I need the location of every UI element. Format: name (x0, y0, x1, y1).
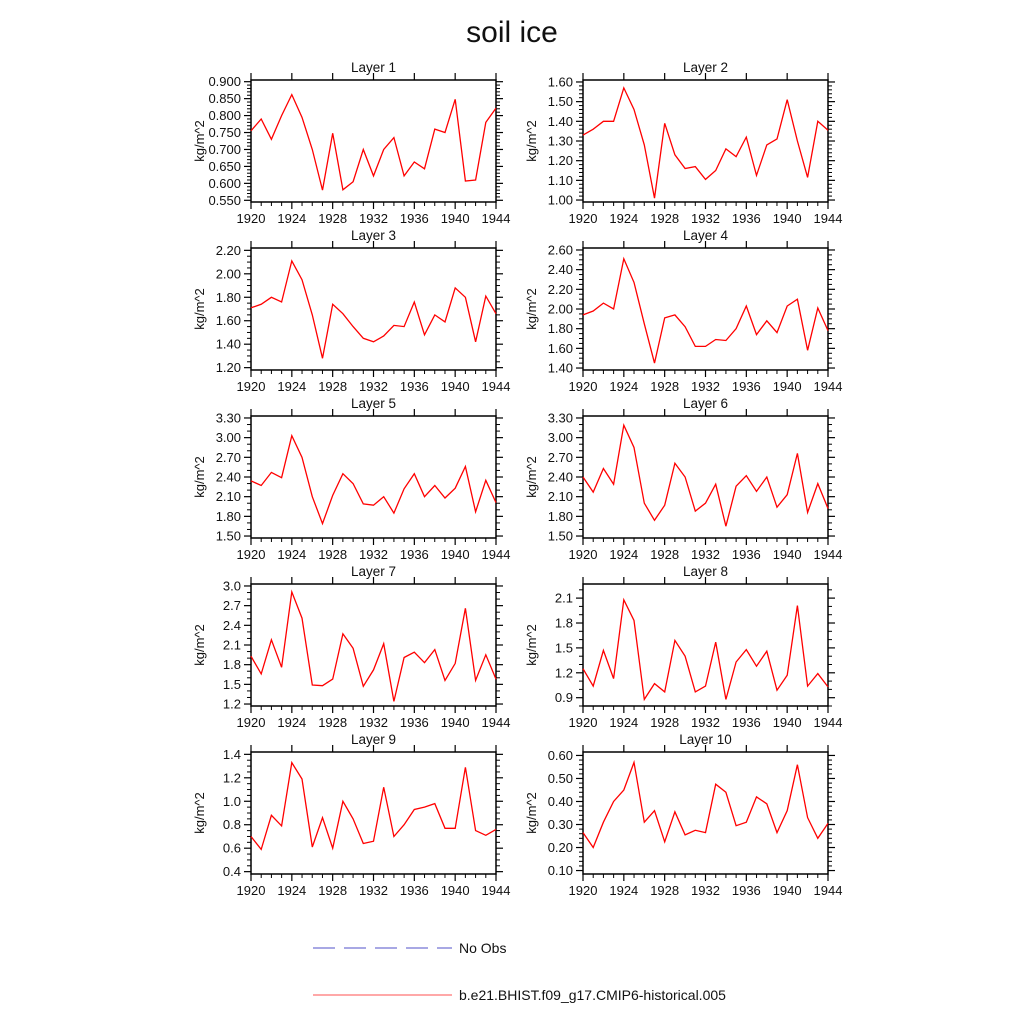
svg-text:1924: 1924 (609, 379, 639, 394)
svg-text:1.0: 1.0 (222, 793, 241, 809)
chart-panel-3 (180, 228, 518, 396)
axis-minor-ticks (247, 593, 500, 710)
svg-text:1932: 1932 (691, 211, 720, 226)
y-axis-label: kg/m^2 (192, 288, 207, 330)
svg-text:0.10: 0.10 (547, 863, 573, 879)
series-line (583, 425, 828, 526)
axis-major-ticks (244, 73, 503, 209)
legend-item-model (312, 989, 726, 1001)
svg-text:1928: 1928 (650, 715, 680, 730)
chart-svg-1 (180, 60, 518, 228)
svg-text:1.2: 1.2 (222, 770, 241, 786)
svg-text:1928: 1928 (318, 715, 348, 730)
model-solid-line-swatch (312, 989, 453, 1001)
svg-text:1944: 1944 (481, 211, 511, 226)
axis-minor-ticks (579, 425, 832, 542)
svg-text:1.10: 1.10 (547, 172, 573, 188)
svg-text:1944: 1944 (813, 379, 843, 394)
svg-text:1932: 1932 (359, 547, 388, 562)
chart-svg-2 (512, 60, 850, 228)
svg-text:1944: 1944 (813, 883, 843, 898)
chart-panel-2 (512, 60, 850, 228)
svg-text:1940: 1940 (440, 883, 470, 898)
svg-text:1932: 1932 (359, 211, 388, 226)
svg-text:3.00: 3.00 (547, 430, 573, 446)
plot-frame (251, 80, 496, 202)
svg-text:1.20: 1.20 (547, 153, 573, 169)
chart-title: Layer 8 (682, 564, 729, 579)
svg-text:0.900: 0.900 (208, 74, 241, 90)
legend-label-no-obs: No Obs (459, 940, 507, 956)
svg-text:2.1: 2.1 (222, 637, 241, 653)
plot-frame (583, 80, 828, 202)
svg-text:1924: 1924 (609, 883, 639, 898)
svg-text:1928: 1928 (318, 211, 348, 226)
svg-text:3.00: 3.00 (215, 430, 241, 446)
svg-text:0.600: 0.600 (208, 175, 241, 191)
svg-text:0.4: 0.4 (222, 864, 241, 880)
axis-tick-labels (555, 591, 843, 730)
svg-text:0.30: 0.30 (547, 817, 573, 833)
chart-svg-9 (180, 732, 518, 900)
chart-title: Layer 5 (350, 396, 397, 411)
svg-text:0.6: 0.6 (222, 840, 241, 856)
svg-text:1924: 1924 (277, 379, 307, 394)
legend-item-no-obs (312, 942, 506, 954)
svg-text:0.40: 0.40 (547, 793, 573, 809)
axis-minor-ticks (247, 760, 500, 878)
chart-title: Layer 6 (682, 396, 729, 411)
svg-text:2.40: 2.40 (215, 469, 241, 485)
chart-title: Layer 3 (350, 228, 397, 243)
svg-text:1924: 1924 (609, 715, 639, 730)
svg-text:1.50: 1.50 (547, 94, 573, 110)
axis-tick-labels (223, 578, 511, 730)
series-line (251, 436, 496, 524)
axis-minor-ticks (579, 255, 832, 374)
svg-text:0.700: 0.700 (208, 141, 241, 157)
svg-text:1924: 1924 (277, 883, 307, 898)
chart-svg-8 (512, 564, 850, 732)
axis-minor-ticks (247, 256, 500, 374)
svg-text:1932: 1932 (691, 547, 720, 562)
svg-text:1928: 1928 (650, 379, 680, 394)
svg-text:1936: 1936 (731, 211, 761, 226)
axis-minor-ticks (579, 86, 832, 206)
svg-text:0.800: 0.800 (208, 108, 241, 124)
axis-major-ticks (576, 745, 835, 881)
svg-text:2.00: 2.00 (547, 301, 573, 317)
axis-major-ticks (244, 745, 503, 881)
svg-text:0.550: 0.550 (208, 192, 241, 208)
svg-text:1.80: 1.80 (547, 321, 573, 337)
svg-text:1.80: 1.80 (547, 508, 573, 524)
svg-text:1.80: 1.80 (215, 508, 241, 524)
svg-text:1.50: 1.50 (547, 528, 573, 544)
svg-text:1944: 1944 (813, 547, 843, 562)
svg-text:1.60: 1.60 (547, 340, 573, 356)
svg-text:2.00: 2.00 (215, 266, 241, 282)
axis-major-ticks (576, 241, 835, 377)
svg-text:1.5: 1.5 (554, 640, 573, 656)
svg-text:0.9: 0.9 (554, 690, 573, 706)
svg-text:1.8: 1.8 (222, 657, 241, 673)
series-line (251, 763, 496, 850)
plot-frame (583, 248, 828, 370)
svg-text:1.60: 1.60 (547, 74, 573, 90)
svg-text:1940: 1940 (772, 379, 802, 394)
chart-svg-10 (512, 732, 850, 900)
svg-text:1936: 1936 (399, 715, 429, 730)
plot-frame (583, 752, 828, 874)
chart-svg-6 (512, 396, 850, 564)
svg-text:1940: 1940 (772, 211, 802, 226)
svg-text:1932: 1932 (359, 883, 388, 898)
svg-text:2.10: 2.10 (215, 489, 241, 505)
svg-text:2.10: 2.10 (547, 489, 573, 505)
svg-text:1936: 1936 (731, 715, 761, 730)
svg-text:1.8: 1.8 (554, 615, 573, 631)
axis-major-ticks (244, 241, 503, 377)
svg-text:1944: 1944 (813, 715, 843, 730)
series-line (583, 600, 828, 700)
svg-text:0.650: 0.650 (208, 158, 241, 174)
svg-text:1.40: 1.40 (547, 113, 573, 129)
y-axis-label: kg/m^2 (192, 120, 207, 162)
svg-text:1920: 1920 (568, 379, 598, 394)
y-axis-label: kg/m^2 (192, 456, 207, 498)
series-line (583, 762, 828, 847)
y-axis-label: kg/m^2 (524, 624, 539, 666)
svg-text:1940: 1940 (440, 547, 470, 562)
chart-title: Layer 4 (682, 228, 729, 243)
svg-text:1924: 1924 (277, 211, 307, 226)
svg-text:2.70: 2.70 (215, 449, 241, 465)
svg-text:1940: 1940 (772, 547, 802, 562)
svg-text:1936: 1936 (399, 547, 429, 562)
svg-text:1940: 1940 (440, 379, 470, 394)
chart-svg-3 (180, 228, 518, 396)
svg-text:1940: 1940 (772, 883, 802, 898)
svg-text:2.40: 2.40 (547, 262, 573, 278)
svg-text:1920: 1920 (568, 211, 598, 226)
svg-text:2.4: 2.4 (222, 617, 241, 633)
svg-text:1940: 1940 (440, 715, 470, 730)
svg-text:1936: 1936 (399, 211, 429, 226)
svg-text:1928: 1928 (650, 211, 680, 226)
svg-text:1944: 1944 (481, 547, 511, 562)
svg-text:1936: 1936 (731, 883, 761, 898)
page-title: soil ice (466, 16, 558, 49)
y-axis-label: kg/m^2 (524, 456, 539, 498)
chart-title: Layer 2 (682, 60, 729, 75)
svg-text:3.30: 3.30 (215, 410, 241, 426)
legend-label-model: b.e21.BHIST.f09_g17.CMIP6-historical.005 (459, 987, 726, 1003)
svg-text:1.40: 1.40 (547, 360, 573, 376)
svg-text:1932: 1932 (359, 379, 388, 394)
svg-text:1.20: 1.20 (215, 360, 241, 376)
svg-text:1924: 1924 (277, 547, 307, 562)
svg-text:0.750: 0.750 (208, 125, 241, 141)
svg-text:2.1: 2.1 (554, 590, 573, 606)
y-axis-label: kg/m^2 (524, 792, 539, 834)
svg-text:1.80: 1.80 (215, 289, 241, 305)
svg-text:2.40: 2.40 (547, 469, 573, 485)
axis-major-ticks (576, 73, 835, 209)
svg-text:1924: 1924 (277, 715, 307, 730)
svg-text:1.4: 1.4 (222, 746, 241, 762)
svg-text:1940: 1940 (772, 715, 802, 730)
svg-text:1944: 1944 (481, 379, 511, 394)
plot-frame (251, 248, 496, 370)
svg-text:1920: 1920 (236, 379, 266, 394)
svg-text:1924: 1924 (609, 211, 639, 226)
svg-text:1928: 1928 (650, 547, 680, 562)
svg-text:1936: 1936 (399, 379, 429, 394)
svg-text:1.5: 1.5 (222, 676, 241, 692)
chart-panel-10 (512, 732, 850, 900)
axis-major-ticks (244, 577, 503, 713)
svg-text:3.0: 3.0 (222, 578, 241, 594)
svg-text:1.2: 1.2 (222, 696, 241, 712)
svg-text:1920: 1920 (236, 883, 266, 898)
chart-panel-8 (512, 564, 850, 732)
series-line (251, 95, 496, 191)
svg-text:1924: 1924 (609, 547, 639, 562)
chart-panel-6 (512, 396, 850, 564)
svg-text:1932: 1932 (691, 883, 720, 898)
svg-text:2.20: 2.20 (547, 281, 573, 297)
plot-frame (251, 752, 496, 874)
svg-text:1.00: 1.00 (547, 192, 573, 208)
series-line (583, 259, 828, 363)
svg-text:1920: 1920 (236, 715, 266, 730)
svg-text:2.70: 2.70 (547, 449, 573, 465)
chart-title: Layer 10 (679, 732, 732, 747)
axis-minor-ticks (247, 425, 500, 542)
svg-text:0.20: 0.20 (547, 840, 573, 856)
svg-text:1936: 1936 (731, 379, 761, 394)
svg-text:1928: 1928 (318, 883, 348, 898)
no-obs-dashed-line-swatch (312, 942, 453, 954)
svg-text:1.50: 1.50 (215, 528, 241, 544)
chart-panel-4 (512, 228, 850, 396)
svg-text:1920: 1920 (568, 547, 598, 562)
y-axis-label: kg/m^2 (524, 120, 539, 162)
svg-text:0.850: 0.850 (208, 91, 241, 107)
axis-minor-ticks (247, 85, 500, 206)
svg-text:1940: 1940 (440, 211, 470, 226)
svg-text:1944: 1944 (481, 883, 511, 898)
svg-text:0.8: 0.8 (222, 817, 241, 833)
svg-text:0.50: 0.50 (547, 770, 573, 786)
y-axis-label: kg/m^2 (192, 624, 207, 666)
chart-panel-5 (180, 396, 518, 564)
svg-text:1.60: 1.60 (215, 313, 241, 329)
series-line (251, 592, 496, 702)
svg-text:0.60: 0.60 (547, 747, 573, 763)
svg-text:3.30: 3.30 (547, 410, 573, 426)
svg-text:1932: 1932 (691, 379, 720, 394)
svg-text:1920: 1920 (236, 547, 266, 562)
chart-svg-7 (180, 564, 518, 732)
svg-text:2.60: 2.60 (547, 242, 573, 258)
axis-major-ticks (244, 409, 503, 545)
plot-frame (251, 416, 496, 538)
svg-text:1920: 1920 (236, 211, 266, 226)
chart-title: Layer 1 (350, 60, 397, 75)
series-line (251, 261, 496, 358)
chart-title: Layer 9 (350, 732, 397, 747)
svg-text:2.20: 2.20 (215, 242, 241, 258)
svg-text:1920: 1920 (568, 883, 598, 898)
chart-panel-7 (180, 564, 518, 732)
svg-text:1932: 1932 (359, 715, 388, 730)
svg-text:1944: 1944 (481, 715, 511, 730)
chart-panel-1 (180, 60, 518, 228)
svg-text:1.40: 1.40 (215, 336, 241, 352)
chart-title: Layer 7 (350, 564, 397, 579)
y-axis-label: kg/m^2 (524, 288, 539, 330)
chart-svg-4 (512, 228, 850, 396)
svg-text:1944: 1944 (813, 211, 843, 226)
svg-text:2.7: 2.7 (222, 598, 241, 614)
svg-text:1920: 1920 (568, 715, 598, 730)
series-line (583, 88, 828, 198)
svg-text:1928: 1928 (318, 547, 348, 562)
axis-tick-labels (223, 747, 511, 898)
svg-text:1936: 1936 (399, 883, 429, 898)
svg-text:1928: 1928 (650, 883, 680, 898)
y-axis-label: kg/m^2 (192, 792, 207, 834)
axis-major-ticks (576, 577, 835, 713)
svg-text:1.30: 1.30 (547, 133, 573, 149)
svg-text:1.2: 1.2 (554, 665, 573, 681)
svg-text:1928: 1928 (318, 379, 348, 394)
chart-panel-9 (180, 732, 518, 900)
svg-text:1936: 1936 (731, 547, 761, 562)
svg-text:1932: 1932 (691, 715, 720, 730)
chart-svg-5 (180, 396, 518, 564)
